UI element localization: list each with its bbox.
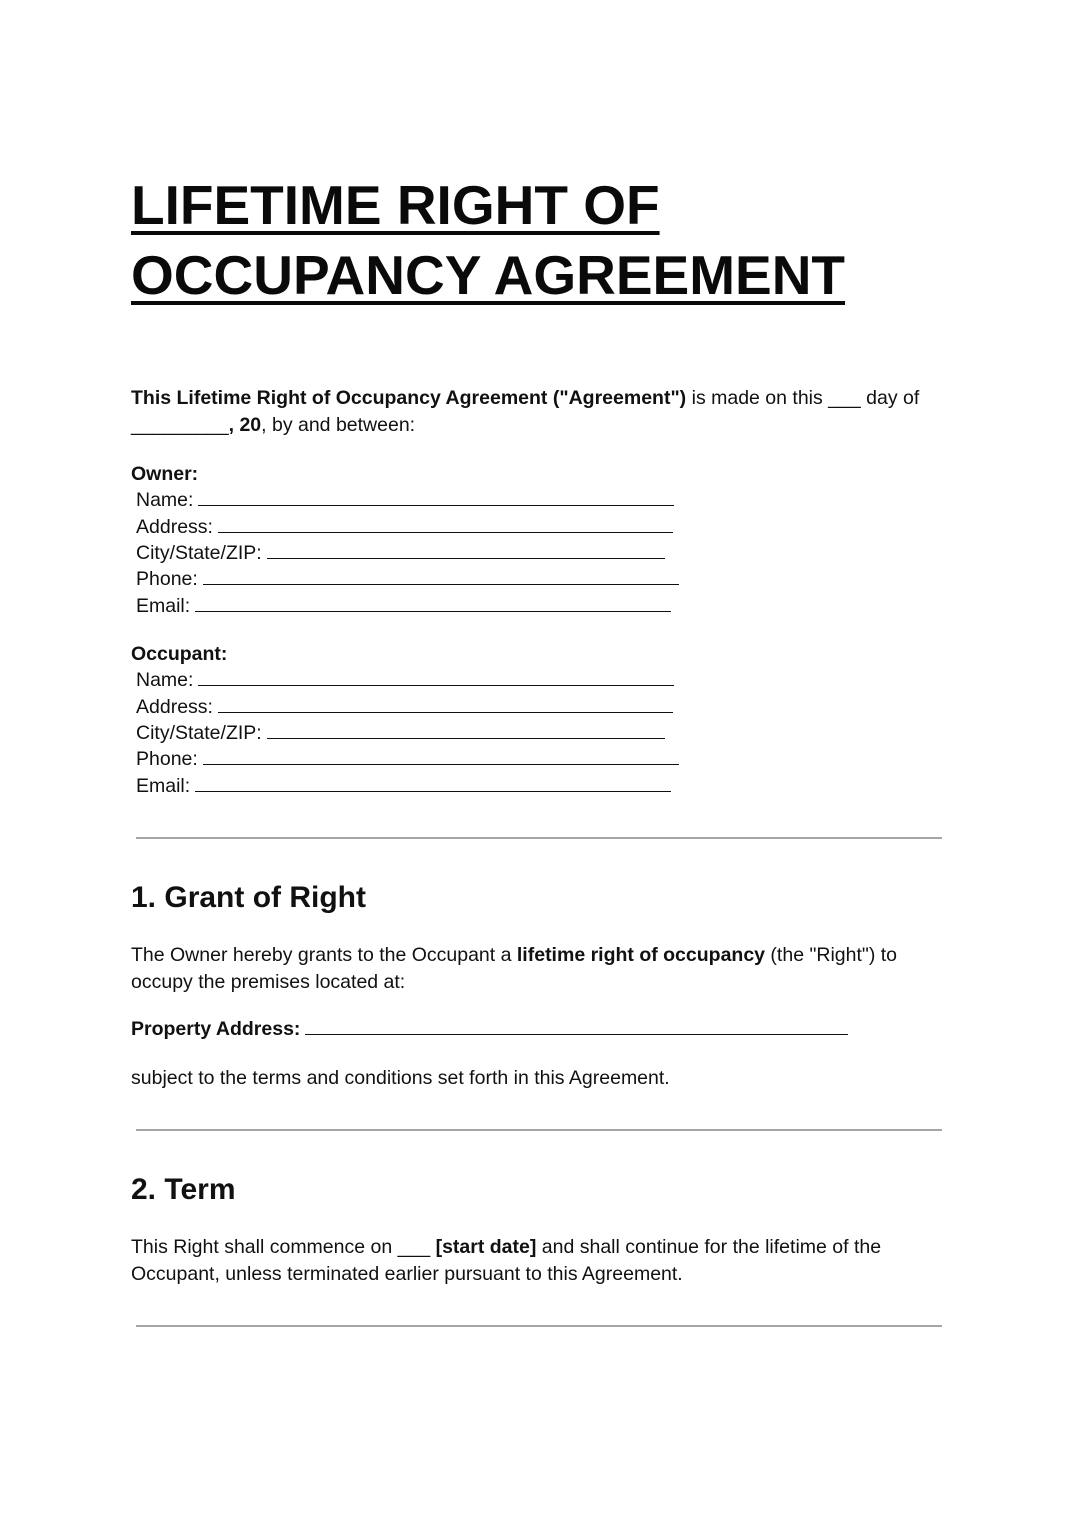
intro-year: , 20 (228, 414, 262, 436)
field-label: Email: (136, 595, 191, 617)
blank-line[interactable] (267, 720, 665, 739)
field-label: City/State/ZIP: (136, 542, 262, 564)
owner-email-field[interactable] (136, 593, 671, 619)
blank-line[interactable] (305, 1016, 848, 1035)
field-label: Name: (136, 669, 194, 691)
blank-line[interactable] (198, 487, 674, 506)
section-1-heading: 1. Grant of Right (131, 881, 366, 914)
section-2-text-b: and shall continue for the lifetime of the Occupant, unless terminated earlier pursuant to this Agreement. (131, 1236, 882, 1285)
section-2-text-a: This Right shall commence on (131, 1236, 398, 1258)
section-2-blank: ___ (397, 1236, 431, 1258)
occupant-address-field[interactable] (136, 694, 673, 720)
section-1-bold: lifetime right of occupancy (516, 944, 766, 966)
owner-phone-field[interactable] (136, 566, 679, 592)
owner-label: Owner: (131, 463, 199, 485)
field-label: Name: (136, 489, 194, 511)
intro-bold-lead: This Lifetime Right of Occupancy Agreement ("Agreement") (131, 387, 687, 409)
occupant-city-state-zip-field[interactable] (136, 720, 665, 746)
occupant-name-field[interactable] (136, 667, 674, 693)
section-1-paragraph (131, 942, 931, 996)
section-2-bold: [start date] (430, 1236, 537, 1258)
section-2-heading: 2. Term (131, 1173, 236, 1206)
section-1-text-b: (the "Right") to occupy the premises located at: (131, 944, 897, 993)
intro-day-blank: ___ (828, 387, 861, 409)
intro-month-blank: _________ (131, 414, 229, 436)
blank-line[interactable] (267, 540, 665, 559)
section-divider (136, 1325, 942, 1327)
title-line-1: LIFETIME RIGHT OF (131, 174, 660, 236)
section-1-text-a: The Owner hereby grants to the Occupant a (131, 944, 517, 966)
field-label: Phone: (136, 748, 198, 770)
blank-line[interactable] (195, 593, 671, 612)
owner-name-field[interactable] (136, 487, 674, 513)
field-label: City/State/ZIP: (136, 722, 262, 744)
occupant-phone-field[interactable] (136, 746, 679, 772)
intro-text: is made on this (686, 387, 829, 409)
field-label: Email: (136, 775, 191, 797)
intro-end: , by and between: (261, 414, 416, 436)
title-line-2: OCCUPANCY AGREEMENT (131, 244, 846, 306)
blank-line[interactable] (218, 514, 673, 533)
occupant-email-field[interactable] (136, 773, 671, 799)
field-label: Address: (136, 696, 213, 718)
blank-line[interactable] (203, 746, 679, 765)
blank-line[interactable] (195, 773, 671, 792)
owner-address-field[interactable] (136, 514, 673, 540)
blank-line[interactable] (218, 694, 673, 713)
property-address-field[interactable] (131, 1016, 848, 1043)
section-1-closing: subject to the terms and conditions set forth in this Agreement. (131, 1067, 670, 1089)
section-divider (136, 1129, 942, 1131)
blank-line[interactable] (203, 566, 679, 585)
blank-line[interactable] (198, 667, 674, 686)
property-address-label: Property Address: (131, 1018, 301, 1040)
section-2-paragraph (131, 1234, 921, 1288)
occupant-label: Occupant: (131, 643, 228, 665)
intro-paragraph (131, 385, 951, 439)
section-divider (136, 837, 942, 839)
field-label: Phone: (136, 568, 198, 590)
field-label: Address: (136, 516, 213, 538)
intro-day-of: day of (860, 387, 920, 409)
owner-city-state-zip-field[interactable] (136, 540, 665, 566)
document-title (131, 170, 845, 310)
